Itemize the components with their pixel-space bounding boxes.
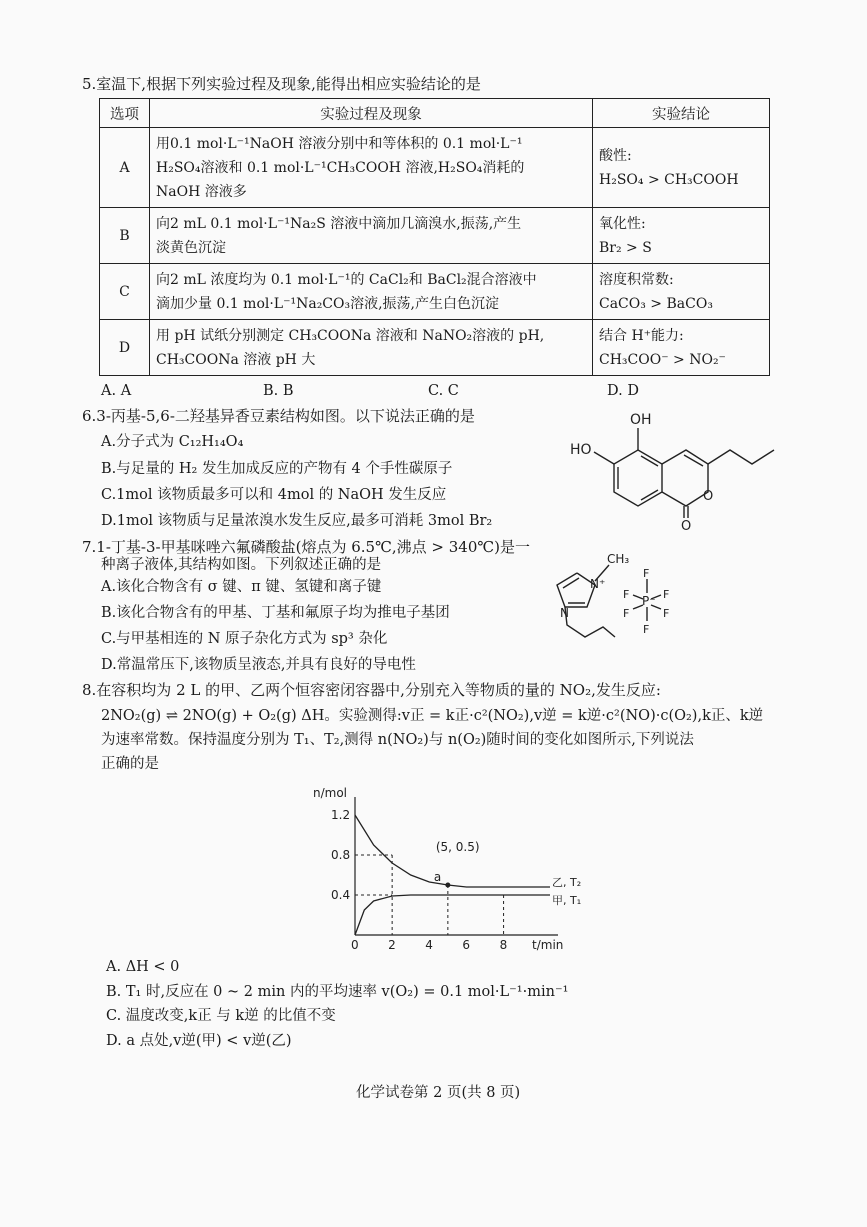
row-option: A <box>100 128 150 208</box>
x-axis-label: t/min <box>532 938 564 952</box>
series-label: 乙, T₂ <box>552 876 582 889</box>
ring-o-label: O <box>703 489 714 504</box>
point-a-label: a <box>433 870 442 884</box>
q8-option-b: B. T₁ 时,反应在 0 ~ 2 min 内的平均速率 v(O₂) = 0.1 mol·L⁻¹·min⁻¹ <box>106 984 569 1000</box>
q7-option-b: B.该化合物含有的甲基、丁基和氟原子均为推电子基团 <box>101 605 450 621</box>
table-row <box>100 128 770 208</box>
point-a-coord: (5, 0.5) <box>435 840 480 854</box>
q8-option-a: A. ΔH < 0 <box>106 959 180 975</box>
table-row <box>100 264 770 320</box>
f-label: F <box>623 588 630 601</box>
isocoumarin-structure <box>560 400 790 534</box>
conclusion-line: CaCO₃ > BaCO₃ <box>599 295 713 312</box>
process-line: 用0.1 mol·L⁻¹NaOH 溶液分别中和等体积的 0.1 mol·L⁻¹ <box>156 135 523 152</box>
row-process <box>150 208 593 264</box>
q8-stem-line1: 8.在容积均为 2 L 的甲、乙两个恒容密闭容器中,分别充入等物质的量的 NO₂,发生反应: <box>82 681 661 699</box>
series-line-2 <box>355 895 550 935</box>
q5-choice-d: D. D <box>607 383 639 399</box>
q7-stem-line2: 种离子液体,其结构如图。下列叙述正确的是 <box>101 557 382 573</box>
y-tick-label: 1.2 <box>331 808 351 822</box>
keto-o-label: O <box>681 519 692 534</box>
q6-option-b: B.与足量的 H₂ 发生加成反应的产物有 4 个手性碳原子 <box>101 461 453 477</box>
f-label: F <box>643 623 650 636</box>
chart-series <box>355 815 550 935</box>
process-line: NaOH 溶液多 <box>156 183 247 200</box>
table-row <box>100 208 770 264</box>
process-line: 向2 mL 浓度均为 0.1 mol·L⁻¹的 CaCl₂和 BaCl₂混合溶液中 <box>156 271 537 288</box>
oh-label: OH <box>630 412 652 428</box>
f-label: F <box>663 588 670 601</box>
f-label: F <box>623 607 630 620</box>
y-tick-label: 0.4 <box>331 888 351 902</box>
process-line: 滴加少量 0.1 mol·L⁻¹Na₂CO₃溶液,振荡,产生白色沉淀 <box>156 295 500 312</box>
header-option: 选项 <box>100 99 150 128</box>
q8-option-d: D. a 点处,v逆(甲) < v逆(乙) <box>106 1033 292 1049</box>
page-footer: 化学试卷第 2 页(共 8 页) <box>356 1085 521 1101</box>
row-option: B <box>100 208 150 264</box>
series-label: 甲, T₁ <box>552 894 582 907</box>
conclusion-line: H₂SO₄ > CH₃COOH <box>599 171 739 188</box>
row-conclusion <box>593 128 770 208</box>
row-option: C <box>100 264 150 320</box>
conclusion-line: 溶度积常数: <box>599 271 674 288</box>
ionic-liquid-structure <box>535 545 695 655</box>
conclusion-line: Br₂ > S <box>599 239 652 256</box>
row-conclusion <box>593 264 770 320</box>
row-process <box>150 128 593 208</box>
y-axis-label: n/mol <box>313 786 348 800</box>
process-line: 淡黄色沉淀 <box>156 239 226 256</box>
q5-choice-a: A. A <box>101 383 132 399</box>
row-conclusion <box>593 320 770 376</box>
chart-axes <box>355 797 558 935</box>
ho-label: HO <box>570 442 592 458</box>
q6-stem: 6.3-丙基-5,6-二羟基异香豆素结构如图。以下说法正确的是 <box>82 407 475 425</box>
row-conclusion <box>593 208 770 264</box>
point-a-marker <box>445 883 450 888</box>
table-header-row <box>100 99 770 128</box>
methyl-label: CH₃ <box>607 552 630 566</box>
q7-option-c: C.与甲基相连的 N 原子杂化方式为 sp³ 杂化 <box>101 631 388 647</box>
q7-stem-line1: 7.1-丁基-3-甲基咪唑六氟磷酸盐(熔点为 6.5℃,沸点 > 340℃)是一 <box>82 538 530 556</box>
n-vs-t-chart <box>300 780 582 955</box>
header-process: 实验过程及现象 <box>150 99 593 128</box>
header-conclusion: 实验结论 <box>593 99 770 128</box>
q5-table <box>99 98 770 376</box>
n-plus-label: N⁺ <box>590 577 606 591</box>
f-label: F <box>643 567 650 580</box>
q8-stem-line4: 正确的是 <box>101 756 159 772</box>
q5-choice-b: B. B <box>263 383 294 399</box>
process-line: 向2 mL 0.1 mol·L⁻¹Na₂S 溶液中滴加几滴溴水,振荡,产生 <box>156 215 522 232</box>
n-label: N <box>560 606 569 620</box>
conclusion-line: 酸性: <box>599 147 632 164</box>
f-label: F <box>663 607 670 620</box>
conclusion-line: 氧化性: <box>599 215 646 232</box>
process-line: H₂SO₄溶液和 0.1 mol·L⁻¹CH₃COOH 溶液,H₂SO₄消耗的 <box>156 159 525 176</box>
y-tick-label: 0.8 <box>331 848 351 862</box>
q8-stem-line3: 为速率常数。保持温度分别为 T₁、T₂,测得 n(NO₂)与 n(O₂)随时间的变化如图所示,下列说法 <box>101 732 694 748</box>
process-line: 用 pH 试纸分别测定 CH₃COONa 溶液和 NaNO₂溶液的 pH, <box>156 327 545 344</box>
process-line: CH₃COONa 溶液 pH 大 <box>156 351 316 368</box>
q8-stem-line2: 2NO₂(g) ⇌ 2NO(g) + O₂(g) ΔH。实验测得:v正 = k正·c²(NO₂),v逆 = k逆·c²(NO)·c(O₂),k正、k逆 <box>101 708 764 724</box>
row-option: D <box>100 320 150 376</box>
conclusion-line: 结合 H⁺能力: <box>599 327 684 344</box>
x-tick-label: 0 <box>351 938 359 952</box>
conclusion-line: CH₃COO⁻ > NO₂⁻ <box>599 351 726 368</box>
x-tick-label: 2 <box>388 938 396 952</box>
q5-choice-c: C. C <box>428 383 459 399</box>
chart-labels <box>313 786 581 952</box>
q8-option-c: C. 温度改变,k正 与 k逆 的比值不变 <box>106 1008 336 1024</box>
x-tick-label: 4 <box>425 938 433 952</box>
q5-stem: 5.室温下,根据下列实验过程及现象,能得出相应实验结论的是 <box>82 75 481 93</box>
q6-option-d: D.1mol 该物质与足量浓溴水发生反应,最多可消耗 3mol Br₂ <box>101 513 493 529</box>
table-row <box>100 320 770 376</box>
q7-option-d: D.常温常压下,该物质呈液态,并具有良好的导电性 <box>101 657 416 673</box>
row-process <box>150 264 593 320</box>
q6-option-c: C.1mol 该物质最多可以和 4mol 的 NaOH 发生反应 <box>101 487 447 503</box>
p-label: P⁻ <box>642 594 656 608</box>
q6-option-a: A.分子式为 C₁₂H₁₄O₄ <box>101 434 244 450</box>
row-process <box>150 320 593 376</box>
x-tick-label: 8 <box>499 938 508 952</box>
x-tick-label: 6 <box>462 938 471 952</box>
q7-option-a: A.该化合物含有 σ 键、π 键、氢键和离子键 <box>101 579 382 595</box>
